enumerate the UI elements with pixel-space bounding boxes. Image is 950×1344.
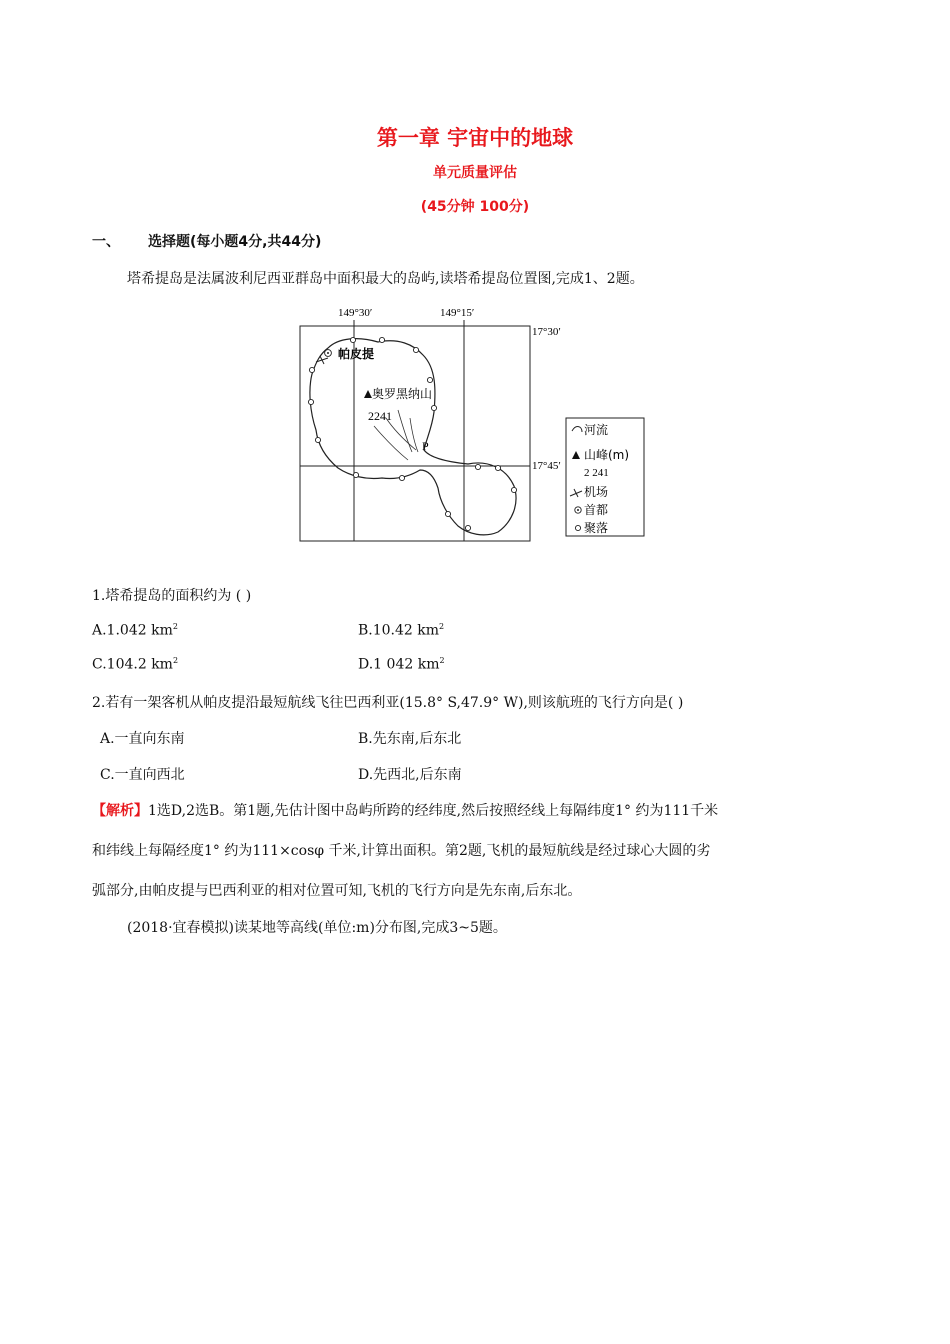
exam-time: (45分钟 100分) [420, 199, 530, 215]
map-frame [300, 326, 530, 541]
analysis-line-1: 【解析】1选D,2选B。第1题,先估计图中岛屿所跨的经纬度,然后按照经线上每隔纬度1° 约为111千米 [92, 803, 719, 819]
legend-capital: 首都 [584, 503, 609, 517]
q1-option-d: D.1 042 $km^2$ [358, 656, 445, 673]
q2-option-a: A.一直向东南 [100, 731, 185, 747]
settlement-legend-icon [575, 525, 580, 530]
section-number: 一、 [92, 234, 120, 250]
q1-stem: 1.塔希提岛的面积约为 ( ) [92, 588, 252, 604]
q1-option-b: B.10.42 $km^2$ [358, 622, 445, 639]
section-label: 选择题(每小题4分,共44分) [148, 234, 322, 250]
legend-river: 河流 [584, 423, 609, 437]
legend-peak-value: 2 241 [584, 467, 609, 479]
page-subtitle: 单元质量评估 [433, 165, 517, 181]
next-question-intro: (2018·宜春模拟)读某地等高线(单位:m)分布图,完成3~5题。 [127, 920, 507, 936]
legend-settlement: 聚落 [584, 521, 609, 535]
island-outline [310, 339, 516, 535]
lat-label-1730: 17°30′ [532, 326, 561, 338]
q2-option-d: D.先西北,后东南 [358, 767, 462, 783]
point-p-label: P [422, 439, 429, 453]
question-intro: 塔希提岛是法属波利尼西亚群岛中面积最大的岛屿,读塔希提岛位置图,完成1、2题。 [127, 271, 644, 287]
mountain-elevation: 2241 [368, 409, 392, 423]
analysis-tag: 【解析】 [92, 803, 148, 819]
page-title: 第一章 宇宙中的地球 [376, 126, 574, 150]
mountain-name: 奥罗黑纳山 [372, 387, 433, 401]
capital-label: 帕皮提 [338, 347, 375, 361]
section-heading [92, 231, 321, 251]
lat-label-1745: 17°45′ [532, 460, 561, 472]
lon-label-14915: 149°15′ [440, 307, 475, 319]
legend-airport: 机场 [584, 485, 609, 499]
q2-option-b: B.先东南,后东北 [358, 731, 462, 747]
analysis-line-3: 弧部分,由帕皮提与巴西利亚的相对位置可知,飞机的飞行方向是先东南,后东北。 [92, 883, 582, 899]
analysis-line-2: 和纬线上每隔经度1° 约为111×cosφ 千米,计算出面积。第2题,飞机的最短航线是经过球心大圆的劣 [92, 843, 711, 859]
tahiti-location-map [298, 300, 648, 545]
q2-stem: 2.若有一架客机从帕皮提沿最短航线飞往巴西利亚(15.8° S,47.9° W),则该航班的飞行方向是( ) [92, 695, 684, 711]
q1-option-a: A.1.042 $km^2$ [92, 622, 178, 639]
lon-label-14930: 149°30′ [338, 307, 373, 319]
q1-option-c: C.104.2 $km^2$ [92, 656, 179, 673]
mountain-peak-icon [364, 390, 372, 398]
legend-peak: 山峰(m) [584, 448, 630, 462]
q2-option-c: C.一直向西北 [100, 767, 185, 783]
